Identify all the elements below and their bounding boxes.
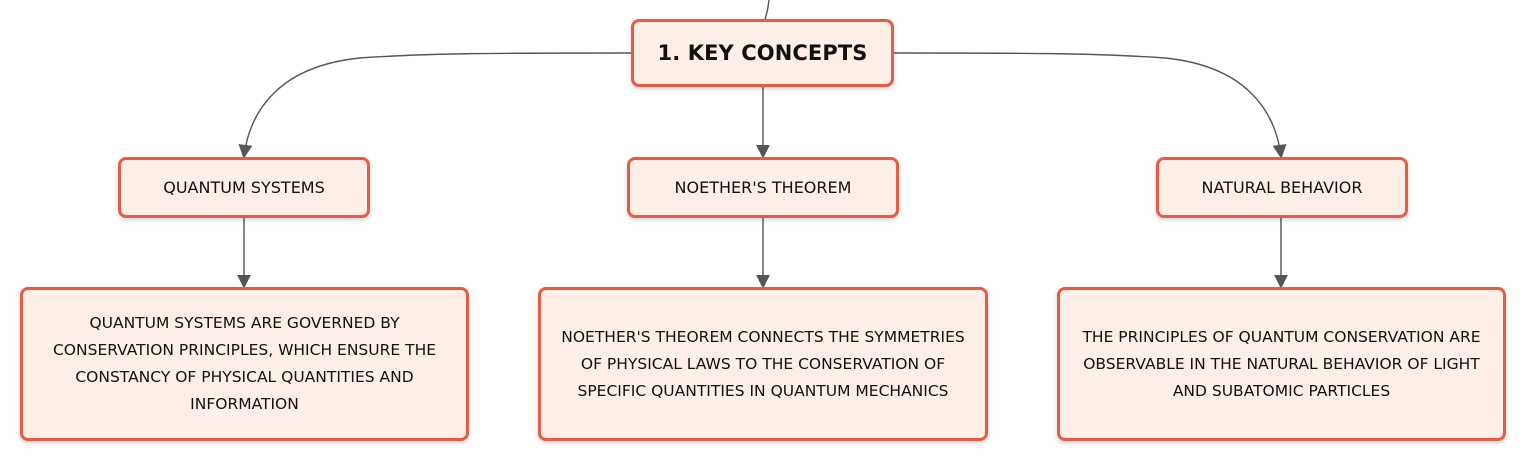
topic-node-label: NATURAL BEHAVIOR: [1201, 178, 1363, 197]
detail-node-text: QUANTUM SYSTEMS ARE GOVERNED BY CONSERVATION PRINCIPLES, WHICH ENSURE THE CONSTANCY OF PHYSICAL QUANTITIES AND INFORMATION: [52, 314, 437, 413]
topic-node-natural-behavior[interactable]: [1156, 157, 1408, 218]
detail-node-natural-behavior[interactable]: [1057, 287, 1506, 441]
detail-node-text: NOETHER'S THEOREM CONNECTS THE SYMMETRIES OF PHYSICAL LAWS TO THE CONSERVATION OF SPECIFIC QUANTITIES IN QUANTUM MECHANICS: [561, 327, 965, 400]
topic-node-noethers-theorem[interactable]: [627, 157, 899, 218]
incoming-parent-connector: [765, 0, 769, 19]
root-node-label: 1. KEY CONCEPTS: [657, 41, 868, 65]
detail-node-text: THE PRINCIPLES OF QUANTUM CONSERVATION ARE OBSERVABLE IN THE NATURAL BEHAVIOR OF LIGHT AND SUBATOMIC PARTICLES: [1082, 327, 1481, 400]
topic-node-quantum-systems[interactable]: [118, 157, 370, 218]
topic-node-label: QUANTUM SYSTEMS: [163, 178, 325, 197]
topic-node-label: NOETHER'S THEOREM: [674, 178, 852, 197]
detail-node-quantum-systems[interactable]: [20, 287, 469, 441]
detail-node-noethers-theorem[interactable]: [538, 287, 988, 441]
root-node-key-concepts[interactable]: [631, 19, 894, 87]
connector-root-to-natural-behavior: [894, 53, 1281, 156]
connector-root-to-quantum-systems: [244, 53, 631, 156]
